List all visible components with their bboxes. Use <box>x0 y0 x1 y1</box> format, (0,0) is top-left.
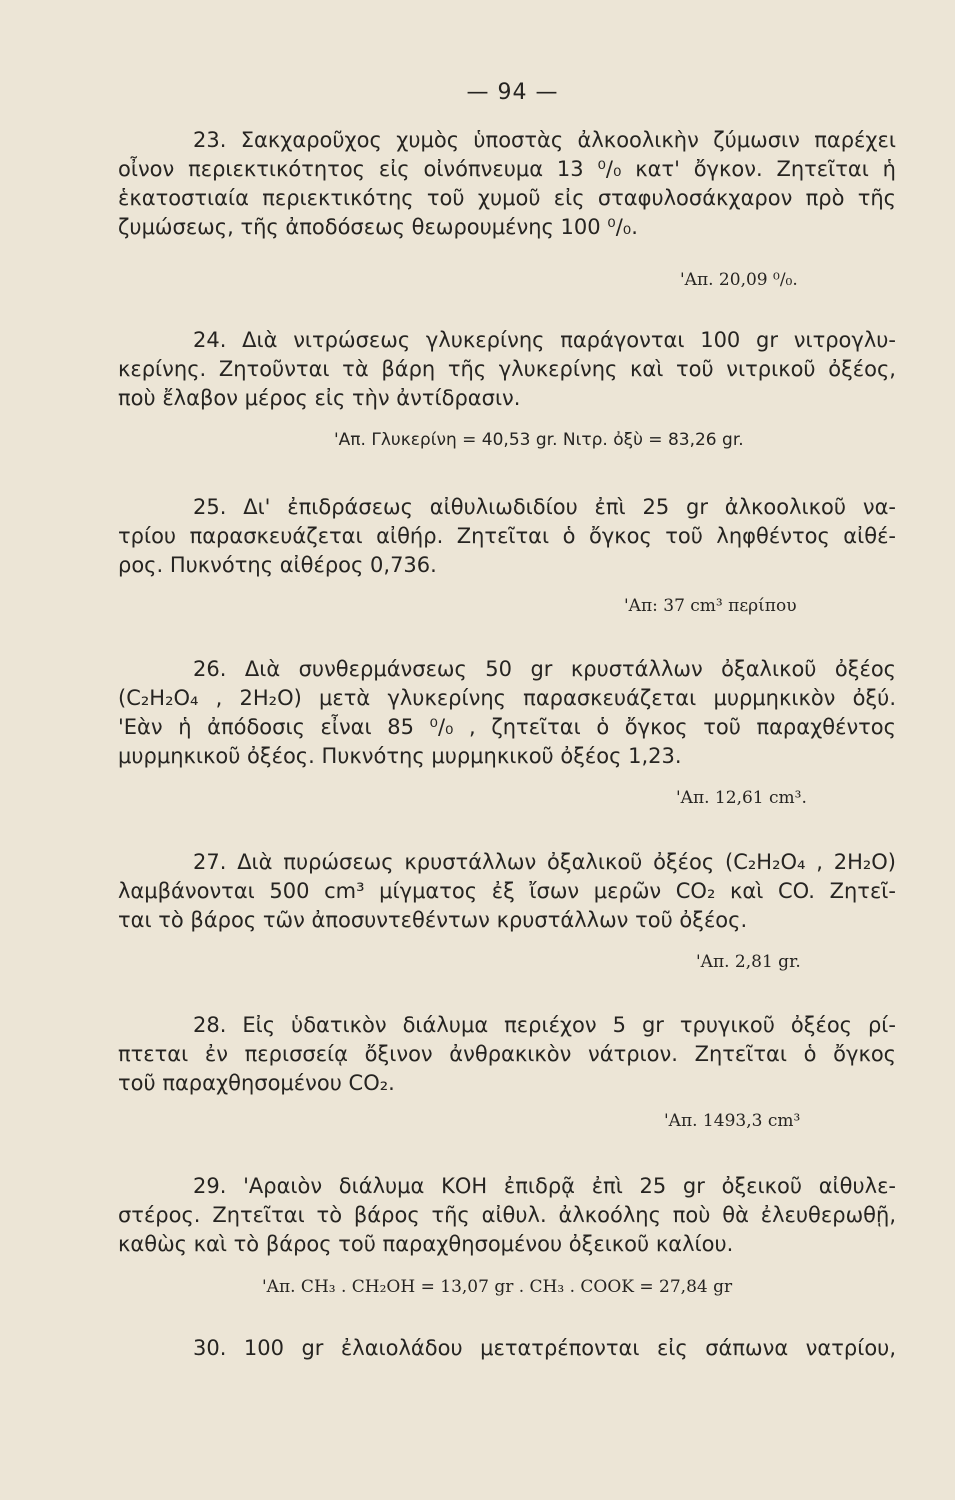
problem-text-line: 'Εὰν ἡ ἀπόδοσις εἶναι 85 ⁰/₀ , ζητεῖται ὁ ὄγκος τοῦ παραχθέντος <box>118 715 896 739</box>
problem-25 <box>118 493 896 580</box>
page-number: — 94 — <box>466 80 559 105</box>
problem-text-line: καθὼς καὶ τὸ βάρος τοῦ παραχθησομένου ὀξεικοῦ καλίου. <box>118 1232 734 1256</box>
problem-23 <box>118 126 896 242</box>
answer-25: 'Απ: 37 cm³ περίπου <box>624 596 797 616</box>
problem-text-line: (C₂H₂O₄ , 2H₂O) μετὰ γλυκερίνης παρασκευάζεται μυρμηκικὸν ὀξύ. <box>118 686 896 710</box>
answer-26: 'Απ. 12,61 cm³. <box>676 788 807 808</box>
answer-24: 'Απ. Γλυκερίνη = 40,53 gr. Νιτρ. ὀξὺ = 83,26 gr. <box>334 430 744 450</box>
problem-text-line: 23. Σακχαροῦχος χυμὸς ὑποστὰς ἀλκοολικὴν ζύμωσιν παρέχει <box>193 128 896 152</box>
problem-text-line: ἑκατοστιαία περιεκτικότης τοῦ χυμοῦ εἰς σταφυλοσάκχαρον πρὸ τῆς <box>118 186 896 210</box>
answer-23: 'Απ. 20,09 ⁰/₀. <box>680 270 798 290</box>
problem-text-line: ται τὸ βάρος τῶν ἀποσυντεθέντων κρυστάλλων τοῦ ὀξέος. <box>118 908 748 932</box>
problem-text-line: 26. Διὰ συνθερμάνσεως 50 gr κρυστάλλων ὀξαλικοῦ ὀξέος <box>193 657 896 681</box>
problem-text-line: 28. Εἰς ὑδατικὸν διάλυμα περιέχον 5 gr τρυγικοῦ ὀξέος ρί- <box>193 1013 896 1037</box>
problem-text-line: 30. 100 gr ἐλαιολάδου μετατρέπονται εἰς σάπωνα νατρίου, <box>193 1336 896 1360</box>
problem-text-line: τρίου παρασκευάζεται αἰθήρ. Ζητεῖται ὁ ὄγκος τοῦ ληφθέντος αἰθέ- <box>118 524 896 548</box>
problem-text-line: πτεται ἐν περισσείᾳ ὄξινον ἀνθρακικὸν νάτριον. Ζητεῖται ὁ ὄγκος <box>118 1042 896 1066</box>
answer-28: 'Απ. 1493,3 cm³ <box>664 1111 801 1131</box>
problem-text-line: στέρος. Ζητεῖται τὸ βάρος τῆς αἰθυλ. ἀλκοόλης ποὺ θὰ ἐλευθερωθῇ, <box>118 1203 896 1227</box>
problem-text-line: ρος. Πυκνότης αἰθέρος 0,736. <box>118 553 437 577</box>
problem-text-line: μυρμηκικοῦ ὀξέος. Πυκνότης μυρμηκικοῦ ὀξέος 1,23. <box>118 744 682 768</box>
problem-30 <box>118 1334 896 1363</box>
problem-26 <box>118 655 896 771</box>
problem-29 <box>118 1172 896 1259</box>
problem-text-line: ζυμώσεως, τῆς ἀποδόσεως θεωρουμένης 100 ⁰/₀. <box>118 215 638 239</box>
problem-24 <box>118 326 896 413</box>
problem-28 <box>118 1011 896 1098</box>
problem-text-line: 27. Διὰ πυρώσεως κρυστάλλων ὀξαλικοῦ ὀξέος (C₂H₂O₄ , 2H₂O) <box>193 850 896 874</box>
problem-text-line: κερίνης. Ζητοῦνται τὰ βάρη τῆς γλυκερίνης καὶ τοῦ νιτρικοῦ ὀξέος, <box>118 357 896 381</box>
answer-29: 'Απ. CH₃ . CH₂OH = 13,07 gr . CH₃ . COOK = 27,84 gr <box>262 1277 733 1297</box>
answer-27: 'Απ. 2,81 gr. <box>696 952 801 972</box>
problem-text-line: ποὺ ἔλαβον μέρος εἰς τὴν ἀντίδρασιν. <box>118 386 521 410</box>
problem-text-line: 25. Δι' ἐπιδράσεως αἰθυλιωδιδίου ἐπὶ 25 gr ἀλκοολικοῦ να- <box>193 495 896 519</box>
problem-text-line: λαμβάνονται 500 cm³ μίγματος ἐξ ἴσων μερῶν CO₂ καὶ CO. Ζητεῖ- <box>118 879 896 903</box>
problem-text-line: 24. Διὰ νιτρώσεως γλυκερίνης παράγονται 100 gr νιτρογλυ- <box>193 328 896 352</box>
problem-text-line: 29. 'Αραιὸν διάλυμα ΚΟΗ ἐπιδρᾷ ἐπὶ 25 gr ὀξεικοῦ αἰθυλε- <box>193 1174 896 1198</box>
problem-27 <box>118 848 896 935</box>
problem-text-line: τοῦ παραχθησομένου CO₂. <box>118 1071 395 1095</box>
problem-text-line: οἶνον περιεκτικότητος εἰς οἰνόπνευμα 13 ⁰/₀ κατ' ὄγκον. Ζητεῖται ἡ <box>118 157 896 181</box>
